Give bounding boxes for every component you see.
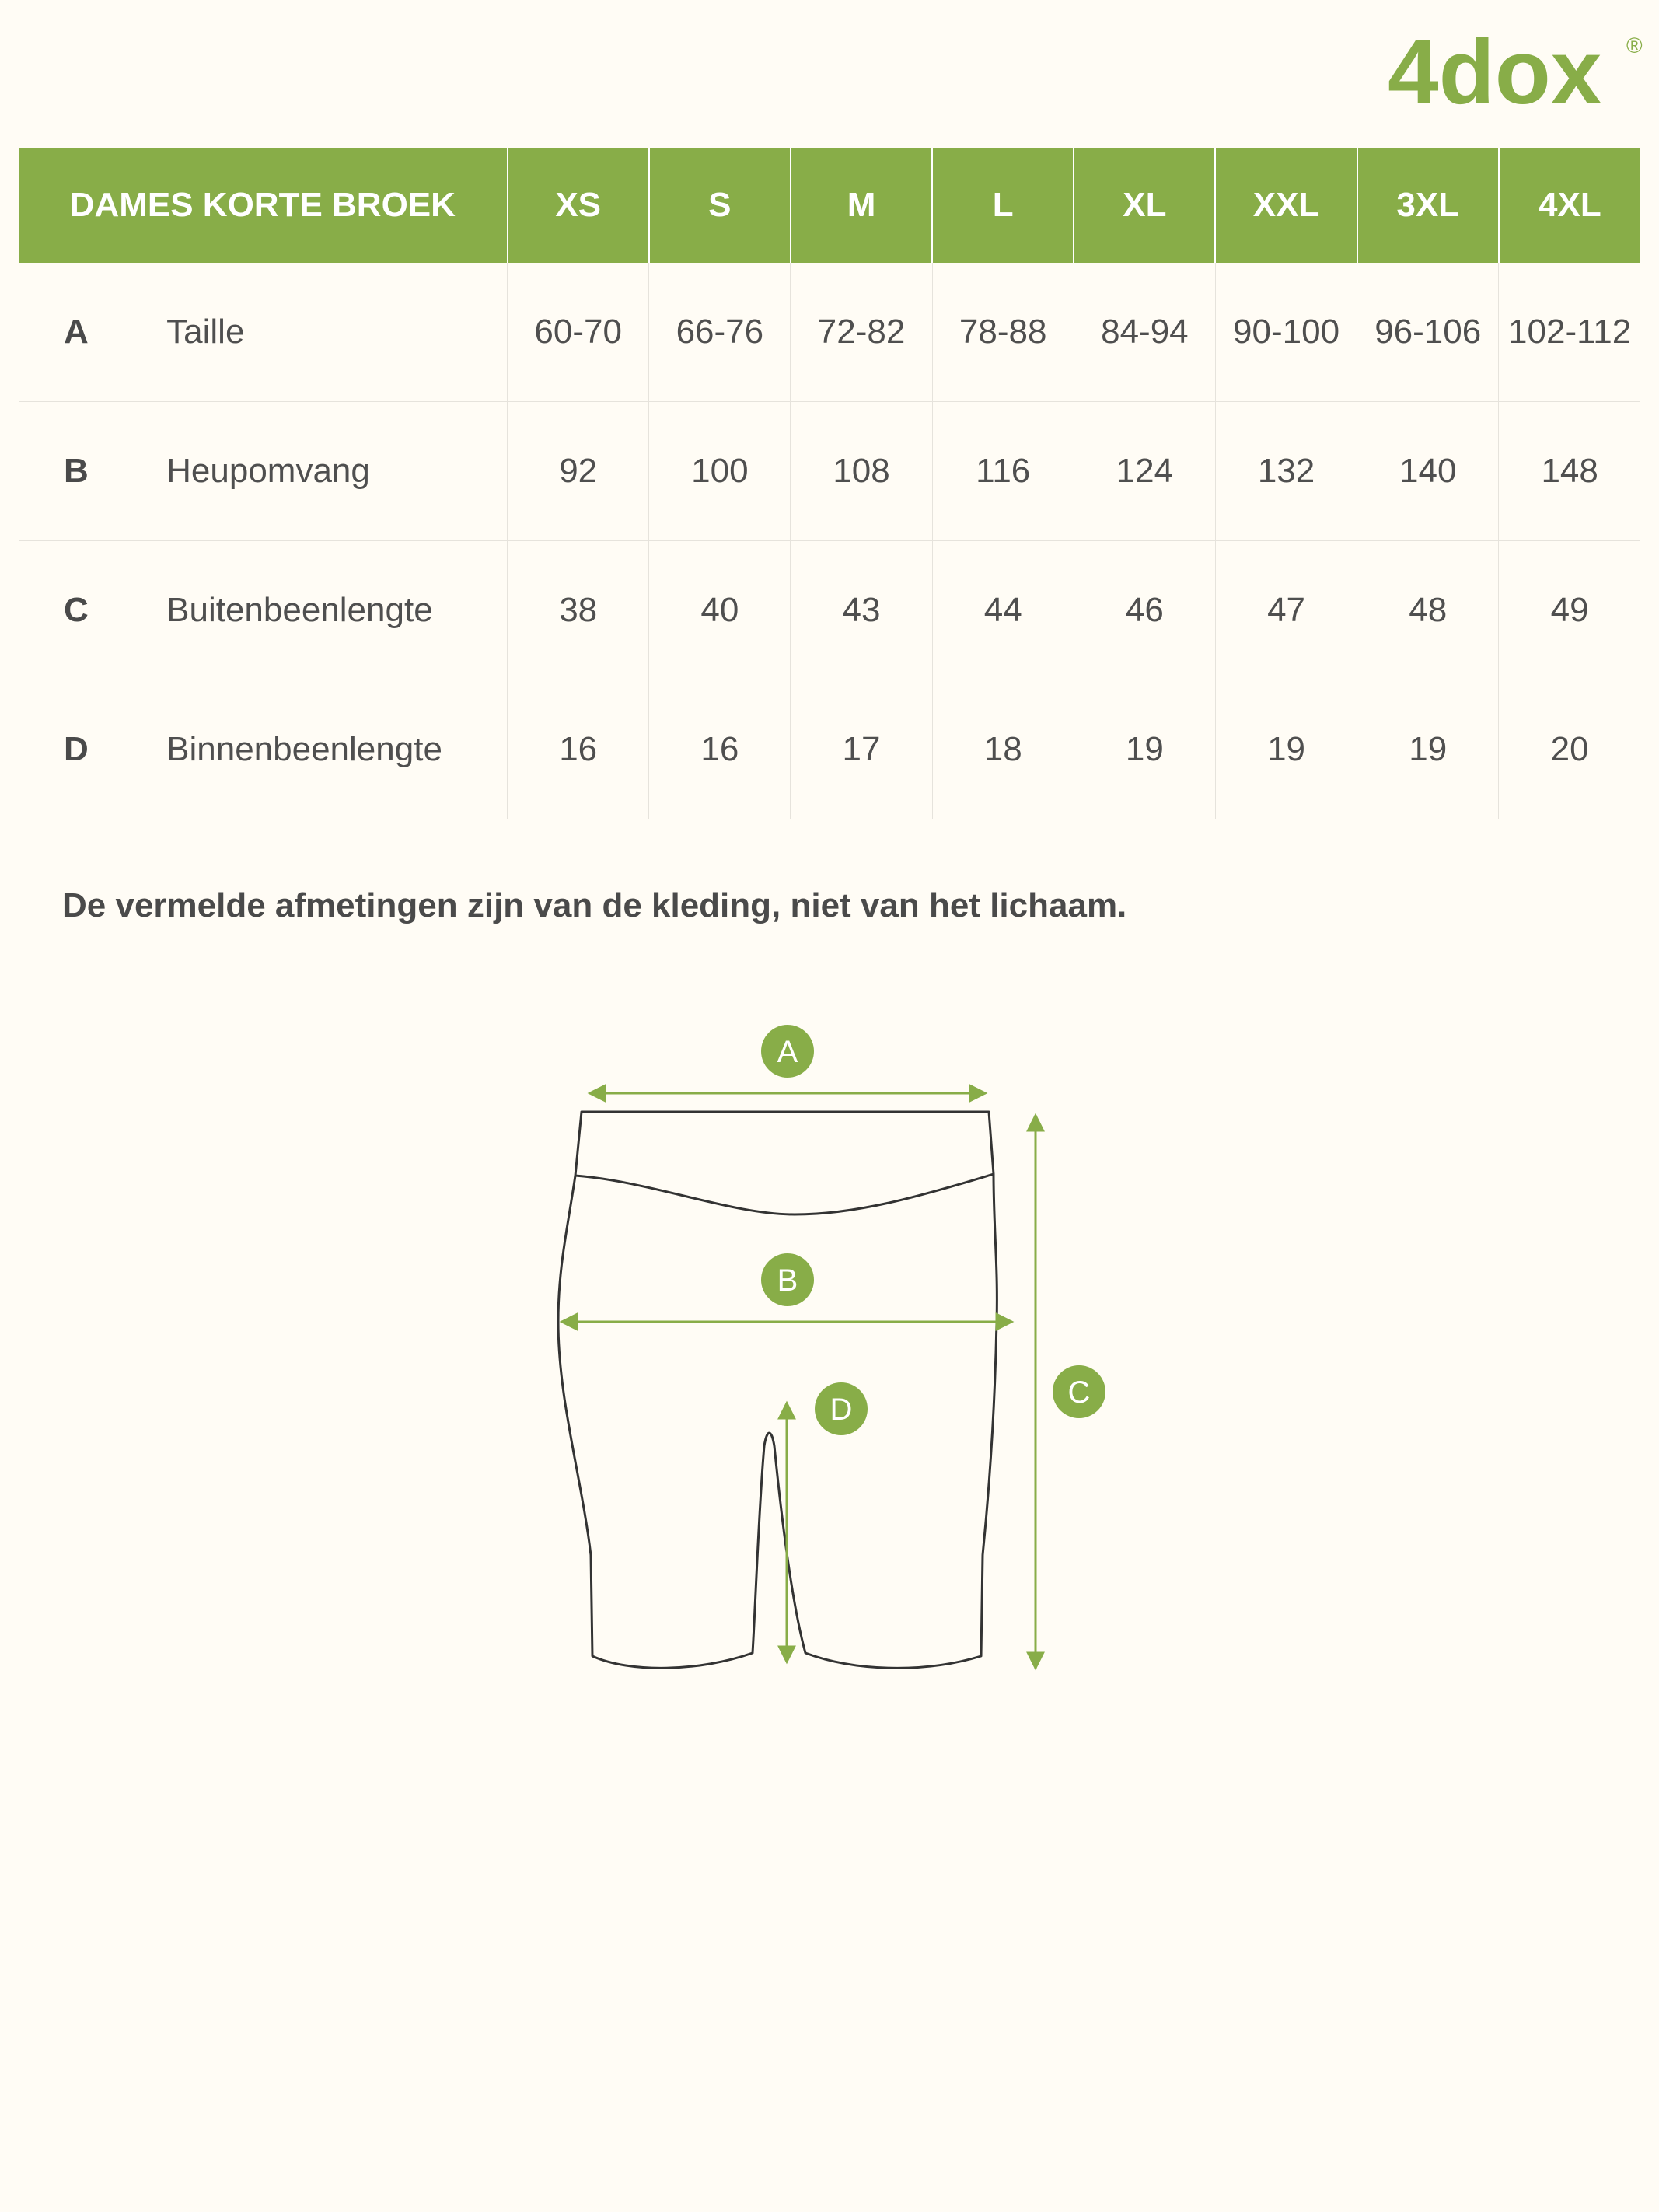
table-title: DAMES KORTE BROEK xyxy=(19,148,508,263)
table-cell: 16 xyxy=(649,680,791,819)
table-cell: 49 xyxy=(1499,541,1640,680)
size-table xyxy=(19,148,1640,819)
row-letter: A xyxy=(19,263,135,402)
table-cell: 132 xyxy=(1215,402,1357,541)
shorts-body-outline xyxy=(558,1174,997,1668)
inseam-marker-label: D xyxy=(830,1393,853,1427)
size-header-xxl: XXL xyxy=(1215,148,1357,263)
shorts-outline xyxy=(558,1112,997,1668)
size-header-l: L xyxy=(932,148,1074,263)
measurement-note: De vermelde afmetingen zijn van de kleding, niet van het lichaam. xyxy=(62,886,1127,924)
table-cell: 18 xyxy=(932,680,1074,819)
table-cell: 84-94 xyxy=(1074,263,1215,402)
table-cell: 44 xyxy=(932,541,1074,680)
size-header-4xl: 4XL xyxy=(1499,148,1640,263)
shorts-diagram xyxy=(544,1011,1127,1695)
brand-logo xyxy=(1384,22,1648,123)
table-cell: 108 xyxy=(791,402,932,541)
table-cell: 40 xyxy=(649,541,791,680)
table-cell: 92 xyxy=(508,402,649,541)
table-row-outseam xyxy=(19,541,1640,680)
table-header-row xyxy=(19,148,1640,263)
table-cell: 102-112 xyxy=(1499,263,1640,402)
waistband-outline xyxy=(575,1112,994,1214)
row-label: Heupomvang xyxy=(135,402,507,541)
size-header-3xl: 3XL xyxy=(1357,148,1499,263)
hip-marker-label: B xyxy=(777,1263,798,1298)
row-label: Taille xyxy=(135,263,507,402)
table-cell: 16 xyxy=(508,680,649,819)
table-cell: 43 xyxy=(791,541,932,680)
table-cell: 20 xyxy=(1499,680,1640,819)
table-row-waist xyxy=(19,263,1640,402)
table-cell: 96-106 xyxy=(1357,263,1499,402)
table-cell: 46 xyxy=(1074,541,1215,680)
row-label: Buitenbeenlengte xyxy=(135,541,507,680)
table-cell: 100 xyxy=(649,402,791,541)
table-cell: 17 xyxy=(791,680,932,819)
waist-marker xyxy=(761,1025,814,1078)
size-header-xs: XS xyxy=(508,148,649,263)
table-cell: 38 xyxy=(508,541,649,680)
table-cell: 19 xyxy=(1074,680,1215,819)
waist-marker-label: A xyxy=(777,1035,798,1069)
table-cell: 60-70 xyxy=(508,263,649,402)
outseam-marker-label: C xyxy=(1067,1375,1091,1410)
row-letter: C xyxy=(19,541,135,680)
table-cell: 47 xyxy=(1215,541,1357,680)
registered-mark: ® xyxy=(1626,33,1643,58)
table-cell: 66-76 xyxy=(649,263,791,402)
inseam-marker xyxy=(815,1382,868,1435)
size-header-xl: XL xyxy=(1074,148,1215,263)
row-label: Binnenbeenlengte xyxy=(135,680,507,819)
table-cell: 124 xyxy=(1074,402,1215,541)
outseam-marker xyxy=(1053,1365,1105,1418)
table-cell: 116 xyxy=(932,402,1074,541)
table-cell: 78-88 xyxy=(932,263,1074,402)
size-header-s: S xyxy=(649,148,791,263)
table-cell: 72-82 xyxy=(791,263,932,402)
table-row-hip xyxy=(19,402,1640,541)
brand-wordmark: 4dox xyxy=(1388,22,1602,123)
table-cell: 148 xyxy=(1499,402,1640,541)
row-letter: B xyxy=(19,402,135,541)
table-cell: 140 xyxy=(1357,402,1499,541)
table-cell: 48 xyxy=(1357,541,1499,680)
table-cell: 90-100 xyxy=(1215,263,1357,402)
row-letter: D xyxy=(19,680,135,819)
table-cell: 19 xyxy=(1357,680,1499,819)
table-cell: 19 xyxy=(1215,680,1357,819)
size-header-m: M xyxy=(791,148,932,263)
hip-marker xyxy=(761,1253,814,1306)
table-row-inseam xyxy=(19,680,1640,819)
